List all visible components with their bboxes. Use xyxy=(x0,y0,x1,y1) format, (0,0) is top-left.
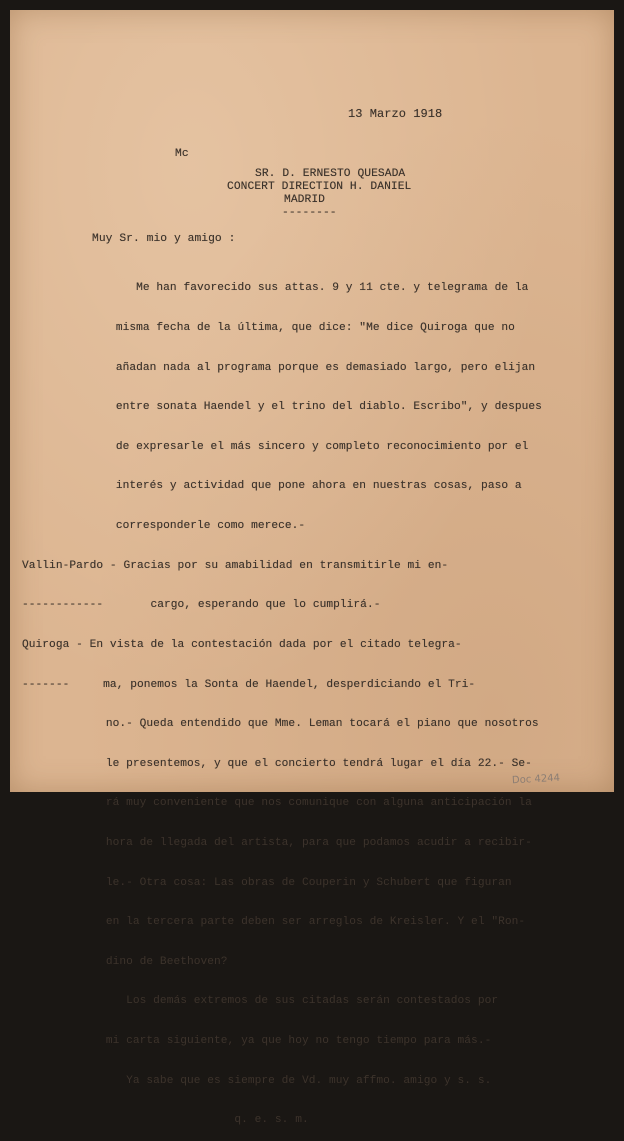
body-line: añadan nada al programa porque es demasiado largo, pero elijan xyxy=(82,361,536,374)
salutation: Muy Sr. mio y amigo : xyxy=(92,233,236,245)
body-line: de expresarle el más sincero y completo reconocimiento por el xyxy=(82,440,529,453)
archive-note: Doc 4244 xyxy=(511,772,561,787)
body-line: interés y actividad que pone ahora en nuestras cosas, paso a xyxy=(82,480,522,493)
sender-initials: Mc xyxy=(175,148,189,160)
body-line: le presentemos, y que el concierto tendrá lugar el día 22.- Se- xyxy=(72,757,532,770)
body-line: Los demás extremos de sus citadas serán contestados por xyxy=(72,995,499,1008)
recipient-city: MADRID xyxy=(284,194,325,206)
address-rule: -------- xyxy=(282,207,337,219)
body-line: corresponderle como merece.- xyxy=(82,520,306,533)
letter-date: 13 Marzo 1918 xyxy=(348,107,443,121)
body-line: misma fecha de la última, que dice: "Me dice Quiroga que no xyxy=(82,322,515,335)
body-line: Me han favorecido sus attas. 9 y 11 cte. y telegrama de la xyxy=(82,282,529,295)
body-line: en la tercera parte deben ser arreglos de Kreisler. Y el "Ron- xyxy=(72,916,526,929)
body-line: entre sonata Haendel y el trino del diablo. Escribo", y despues xyxy=(82,401,542,414)
body-line: Quiroga - En vista de la contestación dada por el citado telegra- xyxy=(22,638,462,651)
body-line: le.- Otra cosa: Las obras de Couperin y Schubert que figuran xyxy=(72,876,512,889)
body-line: hora de llegada del artista, para que podamos acudir a recibir- xyxy=(72,836,532,849)
recipient-name: SR. D. ERNESTO QUESADA xyxy=(255,168,406,180)
body-line: q. e. s. m. xyxy=(72,1114,309,1127)
body-line: Vallin-Pardo - Gracias por su amabilidad en transmitirle mi en- xyxy=(22,559,449,572)
body-line: mi carta siguiente, ya que hoy no tengo tiempo para más.- xyxy=(72,1034,492,1047)
body-line: ------------ cargo, esperando que lo cumplirá.- xyxy=(22,599,381,612)
recipient-company: CONCERT DIRECTION H. DANIEL xyxy=(227,181,412,193)
body-line: Ya sabe que es siempre de Vd. muy affmo. amigo y s. s. xyxy=(72,1074,492,1087)
body-line: no.- Queda entendido que Mme. Leman tocará el piano que nosotros xyxy=(72,718,539,731)
letter-body xyxy=(22,256,542,1141)
body-line: dino de Beethoven? xyxy=(72,955,228,968)
body-line: rá muy conveniente que nos comunique con alguna anticipación la xyxy=(72,797,532,810)
body-line: ------- ma, ponemos la Sonta de Haendel, desperdiciando el Tri- xyxy=(22,678,476,691)
